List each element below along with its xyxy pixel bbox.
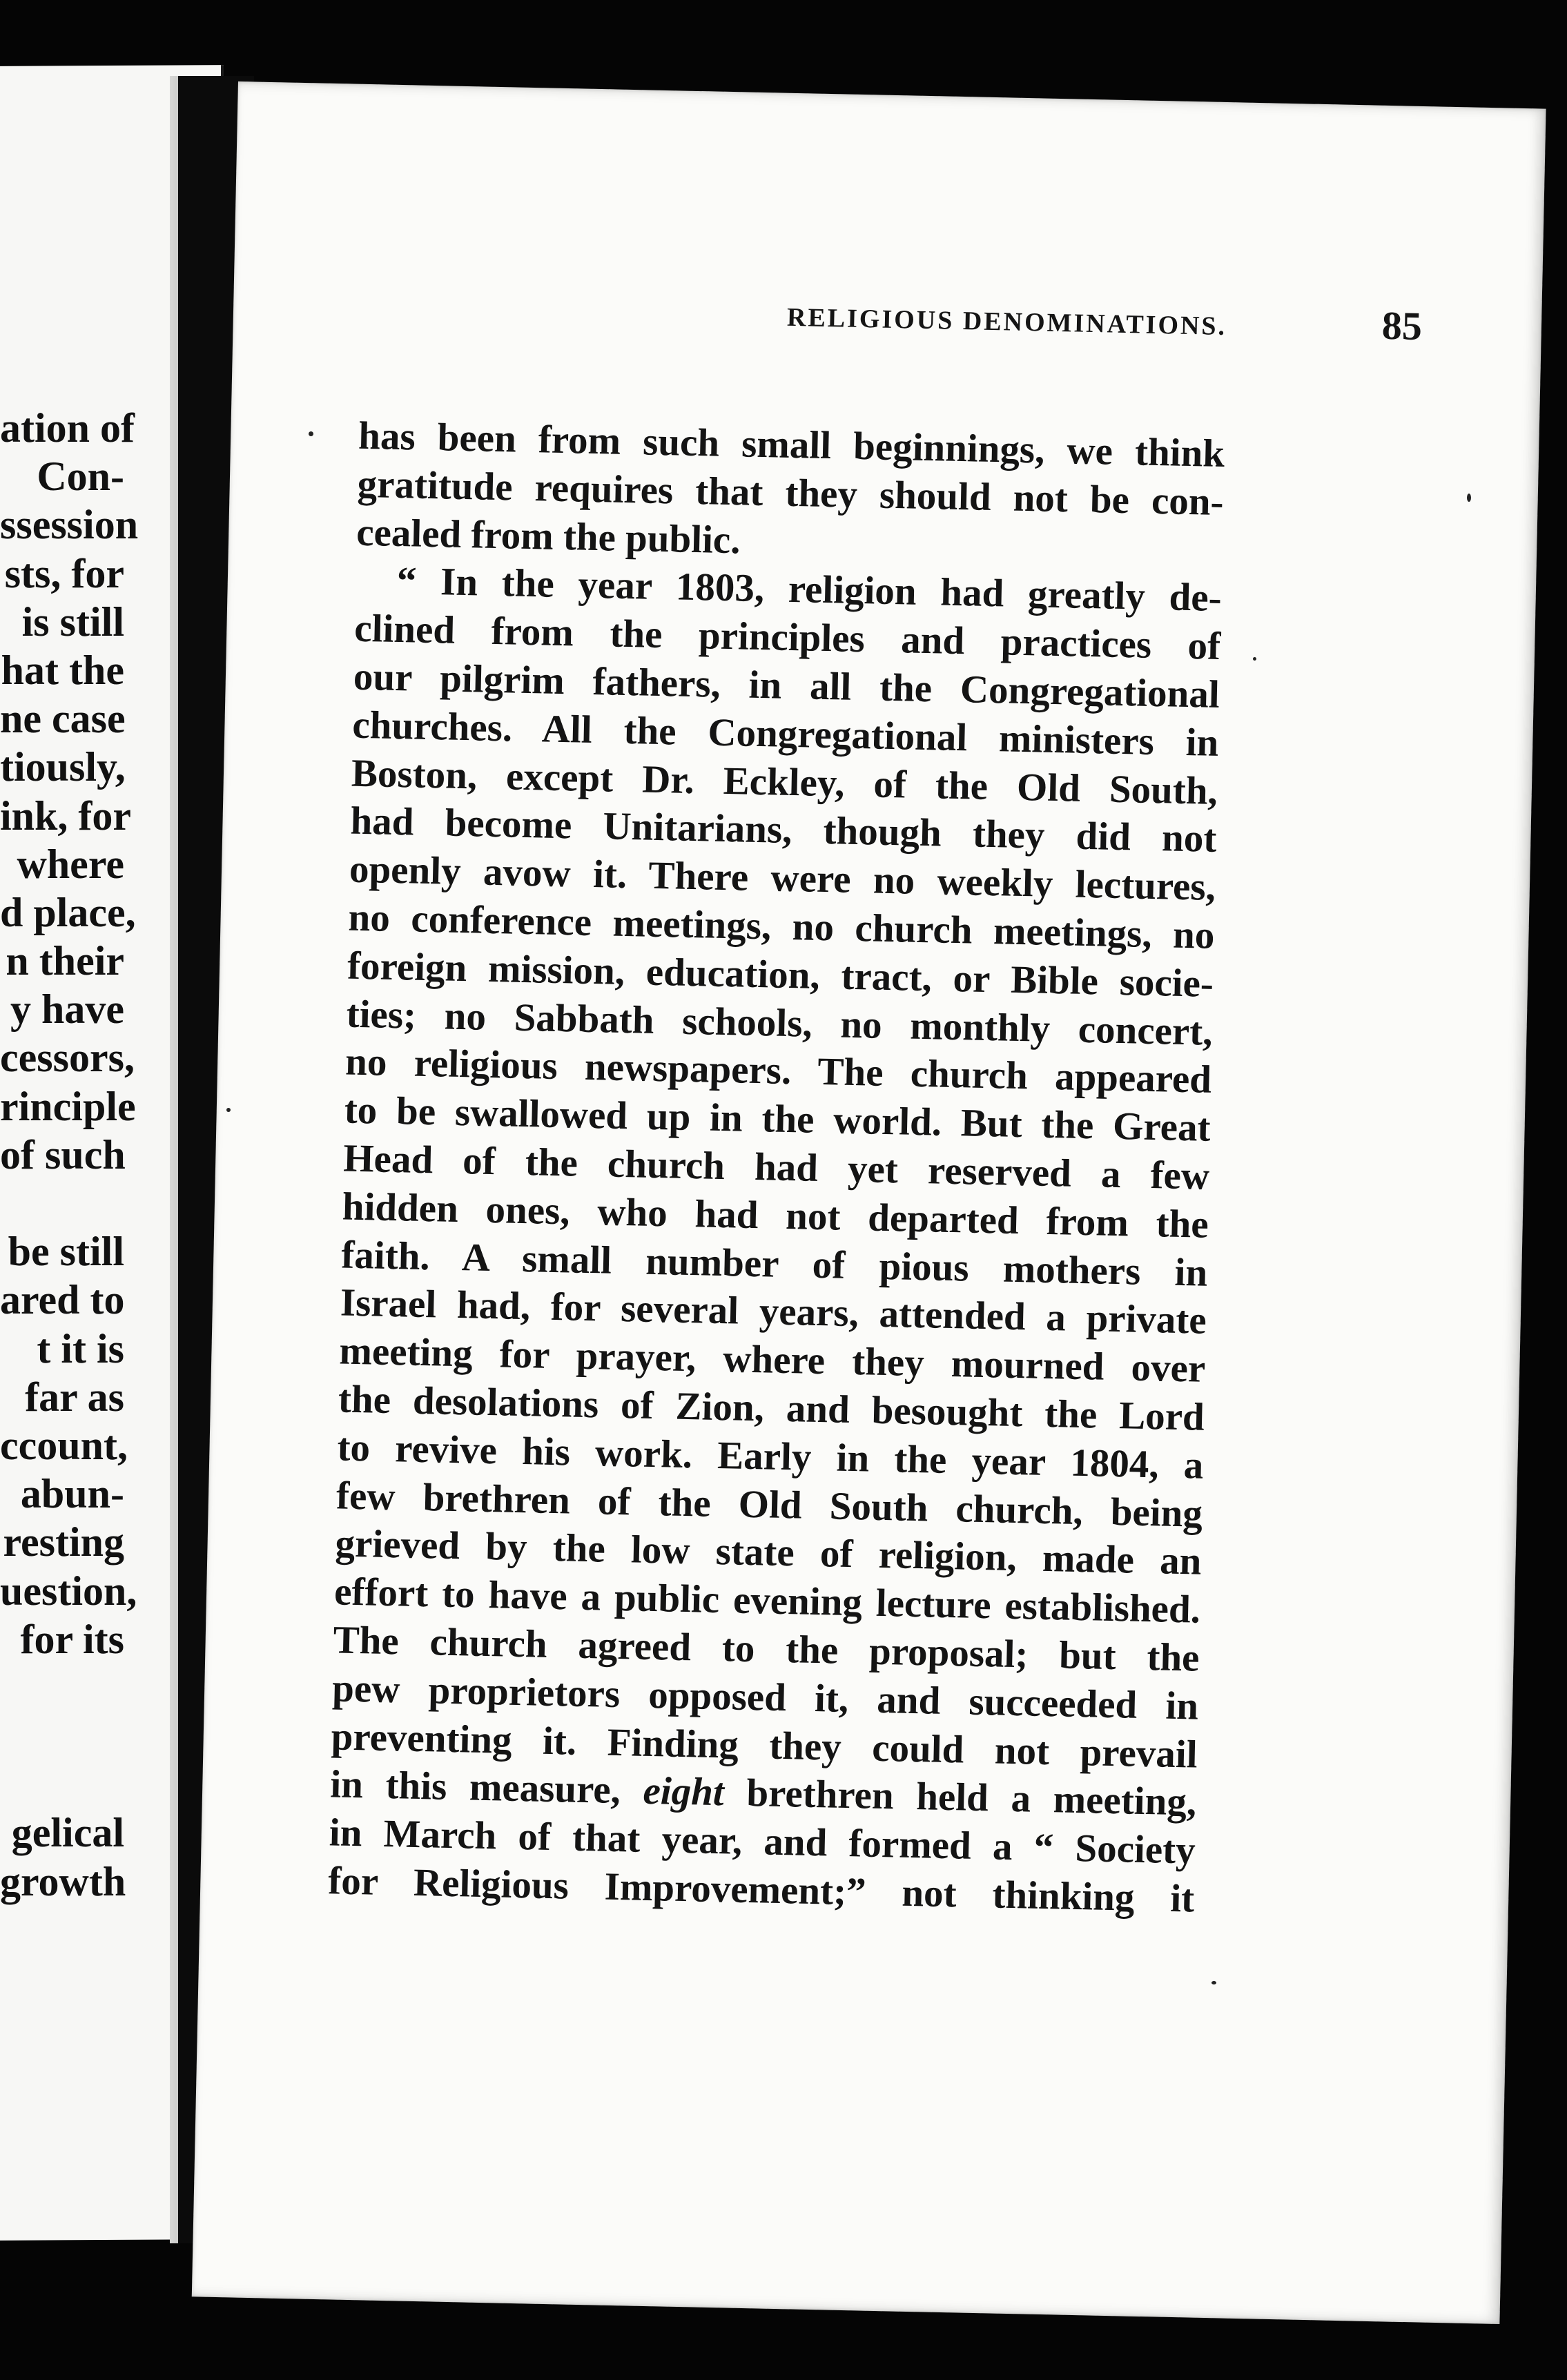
text-line: no religious newspapers. The church appeared — [344, 1040, 1212, 1102]
left-text-fragment: ssession — [0, 502, 139, 548]
text-line: foreign mission, education, tract, or Bible socie- — [347, 944, 1214, 1006]
running-title: RELIGIOUS DENOMINATIONS. — [786, 302, 1227, 342]
text-line: no conference meetings, no church meetings, no — [348, 895, 1216, 957]
left-text-fragment: ccount, — [0, 1422, 128, 1468]
left-text-fragment: cessors, — [0, 1035, 135, 1081]
text-line: ties; no Sabbath schools, no monthly concert, — [346, 992, 1214, 1054]
text-line: churches. All the Congregational ministers in — [351, 703, 1219, 765]
left-text-fragment: is still — [21, 598, 124, 645]
text-line: to be swallowed up in the world. But the Great — [344, 1088, 1211, 1150]
text-line: openly avow it. There were no weekly lectures, — [349, 847, 1216, 910]
left-text-fragment: hat the — [1, 647, 124, 693]
left-text-fragment: of such — [0, 1131, 126, 1178]
text-line: preventing it. Finding they could not prevail — [331, 1714, 1198, 1777]
text-line: to revive his work. Early in the year 1804, a — [336, 1425, 1204, 1488]
left-text-fragment: be still — [8, 1229, 124, 1275]
text-line: grieved by the low state of religion, made an — [335, 1521, 1203, 1584]
left-page-text-fragments — [0, 404, 139, 1906]
left-text-fragment: y have — [10, 986, 124, 1033]
text-line: few brethren of the Old South church, being — [335, 1473, 1203, 1536]
text-line: in March of that year, and formed a “ Society — [329, 1811, 1196, 1873]
left-text-fragment: tiously, — [0, 744, 126, 790]
left-text-fragment: uestion, — [0, 1568, 137, 1614]
text-line: Israel had, for several years, attended a private — [340, 1280, 1207, 1343]
body-text — [328, 412, 1225, 1924]
text-line: effort to have a public evening lecture established. — [333, 1570, 1201, 1632]
left-text-fragment — [0, 1712, 124, 1760]
text-line: pew proprietors opposed it, and succeeded in — [331, 1666, 1199, 1728]
page-header — [552, 285, 1423, 365]
left-text-fragment — [0, 1760, 124, 1808]
text-line: our pilgrim fathers, in all the Congregational — [353, 654, 1220, 716]
left-text-fragment: far as — [25, 1374, 124, 1420]
text-line: Boston, except Dr. Eckley, of the Old South, — [351, 751, 1218, 813]
page-number: 85 — [1381, 302, 1423, 349]
left-text-fragment: gelical — [11, 1810, 124, 1856]
text-line: had become Unitarians, though they did not — [349, 799, 1217, 861]
left-text-fragment: where — [17, 841, 124, 887]
text-line: cealed from the public. — [356, 510, 741, 562]
left-text-fragment: sts, for — [4, 550, 124, 596]
text-line: gratitude requires that they should not be con- — [357, 462, 1225, 524]
left-text-fragment — [0, 1664, 124, 1712]
text-line: in this measure, eight brethren held a meeting, — [329, 1762, 1197, 1824]
left-text-fragment: t it is — [37, 1325, 124, 1372]
left-text-fragment: resting — [3, 1519, 124, 1565]
left-text-fragment: growth — [0, 1858, 126, 1904]
left-text-fragment: ation of — [0, 405, 135, 451]
text-line: hidden ones, who had not departed from the — [342, 1184, 1209, 1247]
text-line: meeting for prayer, where they mourned over — [338, 1329, 1206, 1391]
left-text-fragment: ne case — [0, 696, 126, 742]
left-text-fragment: Con- — [37, 453, 124, 500]
main-page — [192, 81, 1546, 2324]
text-line: faith. A small number of pious mothers in — [340, 1233, 1208, 1295]
left-text-fragment: rinciple — [0, 1083, 136, 1129]
text-line: has been from such small beginnings, we think — [358, 413, 1225, 476]
text-line: Head of the church had yet reserved a few — [342, 1136, 1210, 1198]
text-line: for Religious Improvement;” not thinking it — [327, 1859, 1195, 1921]
left-text-fragment — [0, 1179, 124, 1227]
left-text-fragment: ared to — [0, 1277, 125, 1323]
text-line: the desolations of Zion, and besought the Lord — [338, 1377, 1205, 1439]
text-line: clined from the principles and practices of — [353, 606, 1221, 669]
text-line: The church agreed to the proposal; but the — [333, 1618, 1200, 1680]
left-text-fragment: abun- — [20, 1471, 124, 1517]
left-text-fragment: for its — [20, 1616, 124, 1662]
left-text-fragment: d place, — [0, 889, 136, 935]
text-line: “ In the year 1803, religion had greatly de- — [396, 559, 1223, 621]
left-text-fragment: ink, for — [0, 792, 132, 839]
left-text-fragment: n their — [6, 938, 124, 984]
